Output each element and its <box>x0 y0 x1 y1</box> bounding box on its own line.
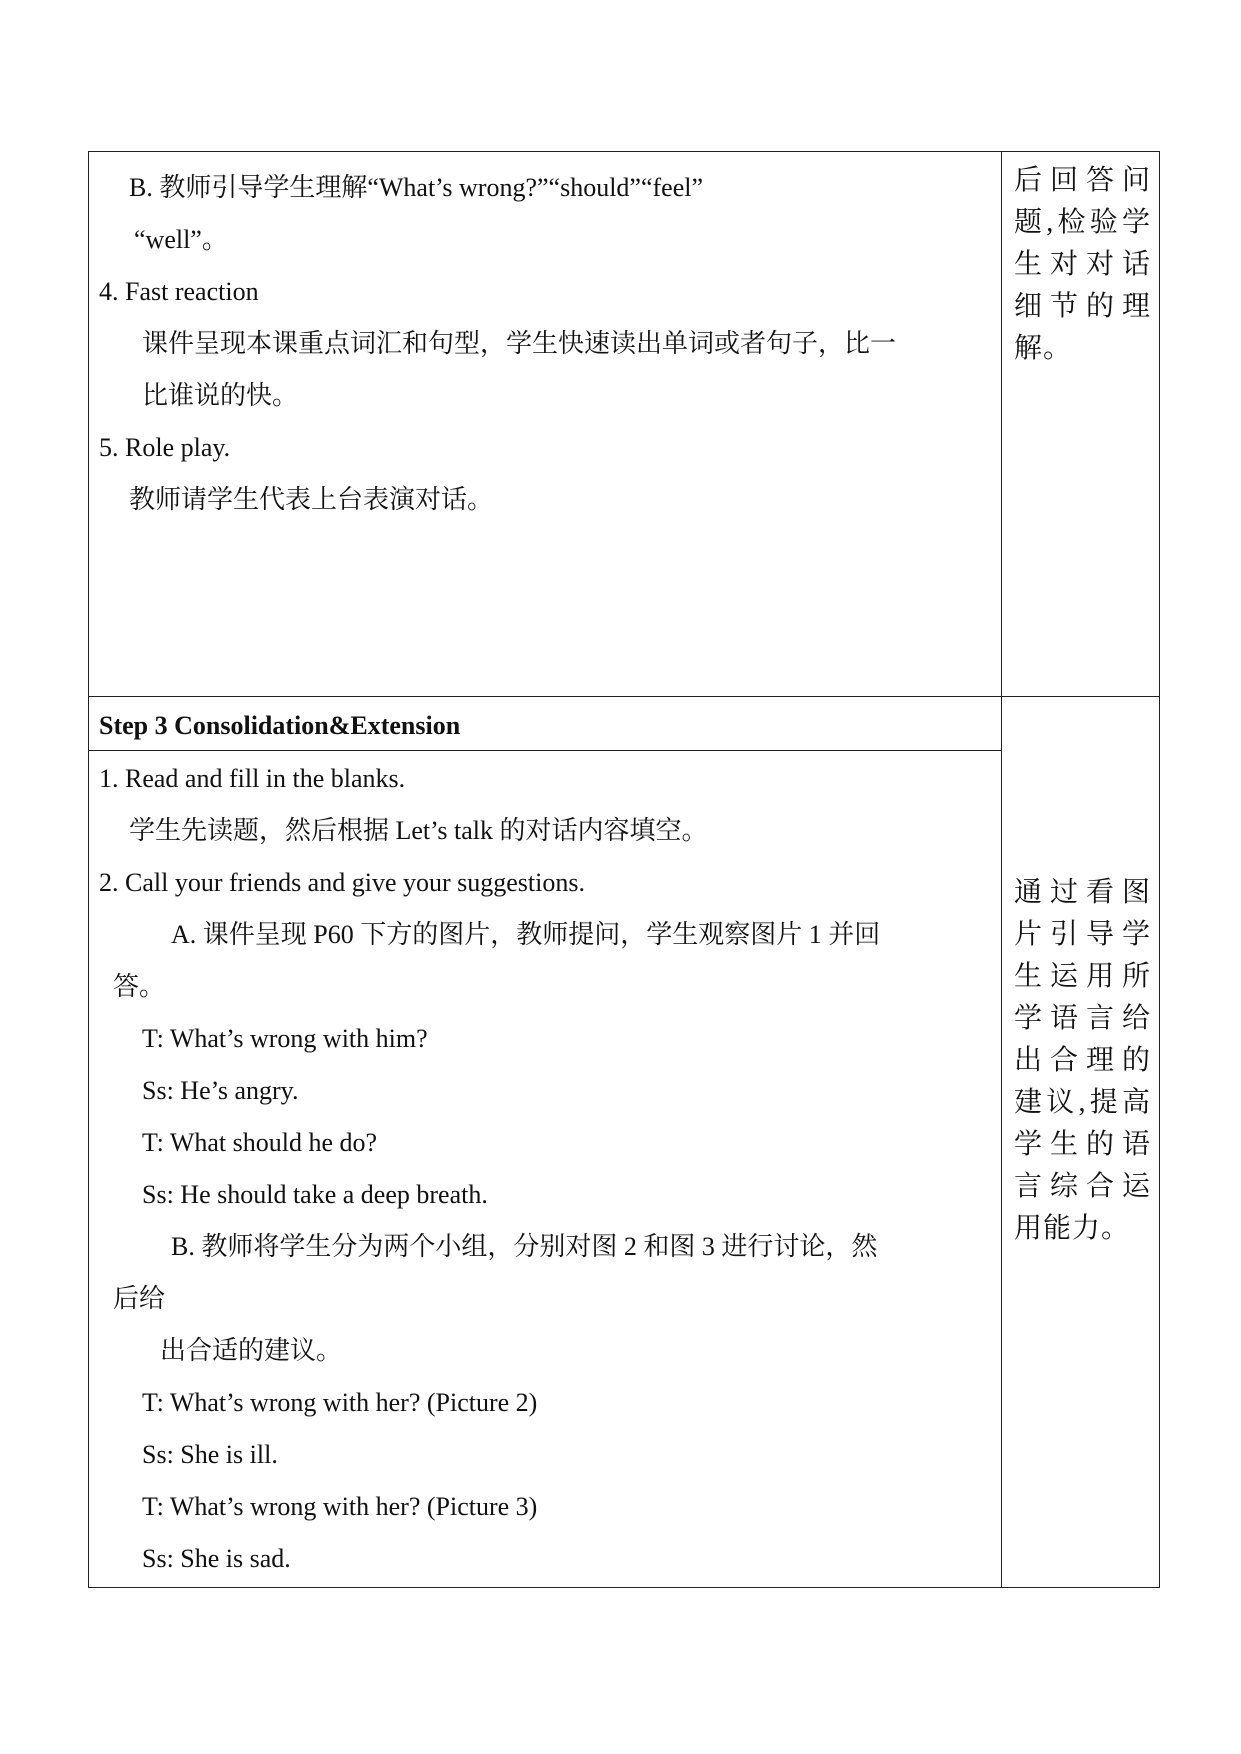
text-line: Ss: She is ill. <box>142 1440 278 1469</box>
text-line: 出合适的建议。 <box>160 1336 343 1365</box>
step-heading: Step 3 Consolidation&Extension <box>89 697 1001 751</box>
note-line: 片引导学 <box>1014 919 1151 950</box>
text-line: 比谁说的快。 <box>142 381 299 410</box>
note-line: 学生的语 <box>1014 1129 1151 1160</box>
text-line: 2. Call your friends and give your suggestions. <box>99 868 585 897</box>
text-line: Ss: She is sad. <box>142 1544 291 1573</box>
note-line: 建议,提高 <box>1014 1087 1151 1118</box>
note-line: 生运用所 <box>1014 961 1151 992</box>
note-line: 学语言给 <box>1014 1003 1151 1034</box>
text-line: 4. Fast reaction <box>99 277 259 306</box>
text-line: Ss: He should take a deep breath. <box>142 1180 488 1209</box>
purpose-cell <box>1002 697 1160 1588</box>
text-line: 学生先读题，然后根据 Let’s talk 的对话内容填空。 <box>129 816 708 845</box>
text-line: A. 课件呈现 P60 下方的图片，教师提问，学生观察图片 1 并回 <box>171 920 881 949</box>
text-line: “well”。 <box>134 225 228 254</box>
text-line: 答。 <box>113 972 166 1001</box>
table-row <box>89 697 1160 1588</box>
text-line: Ss: He’s angry. <box>142 1076 299 1105</box>
text-line: B. 教师引导学生理解“What’s wrong?”“should”“feel” <box>129 173 704 202</box>
text-line: 教师请学生代表上台表演对话。 <box>129 485 494 514</box>
note-line: 用能力。 <box>1014 1213 1131 1244</box>
note-line: 题,检验学 <box>1014 207 1151 238</box>
text-line: T: What’s wrong with him? <box>142 1024 428 1053</box>
note-line: 细节的理 <box>1014 291 1151 322</box>
purpose-cell <box>1002 152 1160 697</box>
lesson-plan-table <box>88 151 1160 1588</box>
text-line: T: What’s wrong with her? (Picture 2) <box>142 1388 538 1417</box>
note-line: 言综合运 <box>1014 1171 1151 1202</box>
text-line: T: What’s wrong with her? (Picture 3) <box>142 1492 538 1521</box>
text-line: 1. Read and fill in the blanks. <box>99 764 406 793</box>
note-line: 通过看图 <box>1014 877 1151 908</box>
procedure-cell <box>89 697 1002 1588</box>
text-line: T: What should he do? <box>142 1128 378 1157</box>
note-line: 出合理的 <box>1014 1045 1151 1076</box>
table-row <box>89 152 1160 697</box>
note-line: 生对对话 <box>1014 249 1151 280</box>
text-line: B. 教师将学生分为两个小组，分别对图 2 和图 3 进行讨论，然 <box>171 1232 878 1261</box>
text-line: 后给 <box>113 1284 166 1313</box>
text-line: 5. Role play. <box>99 433 231 462</box>
note-line: 解。 <box>1014 333 1073 364</box>
text-line: 课件呈现本课重点词汇和句型，学生快速读出单词或者句子，比一 <box>142 329 897 358</box>
note-line: 后回答问 <box>1014 165 1151 196</box>
procedure-cell <box>89 152 1002 697</box>
